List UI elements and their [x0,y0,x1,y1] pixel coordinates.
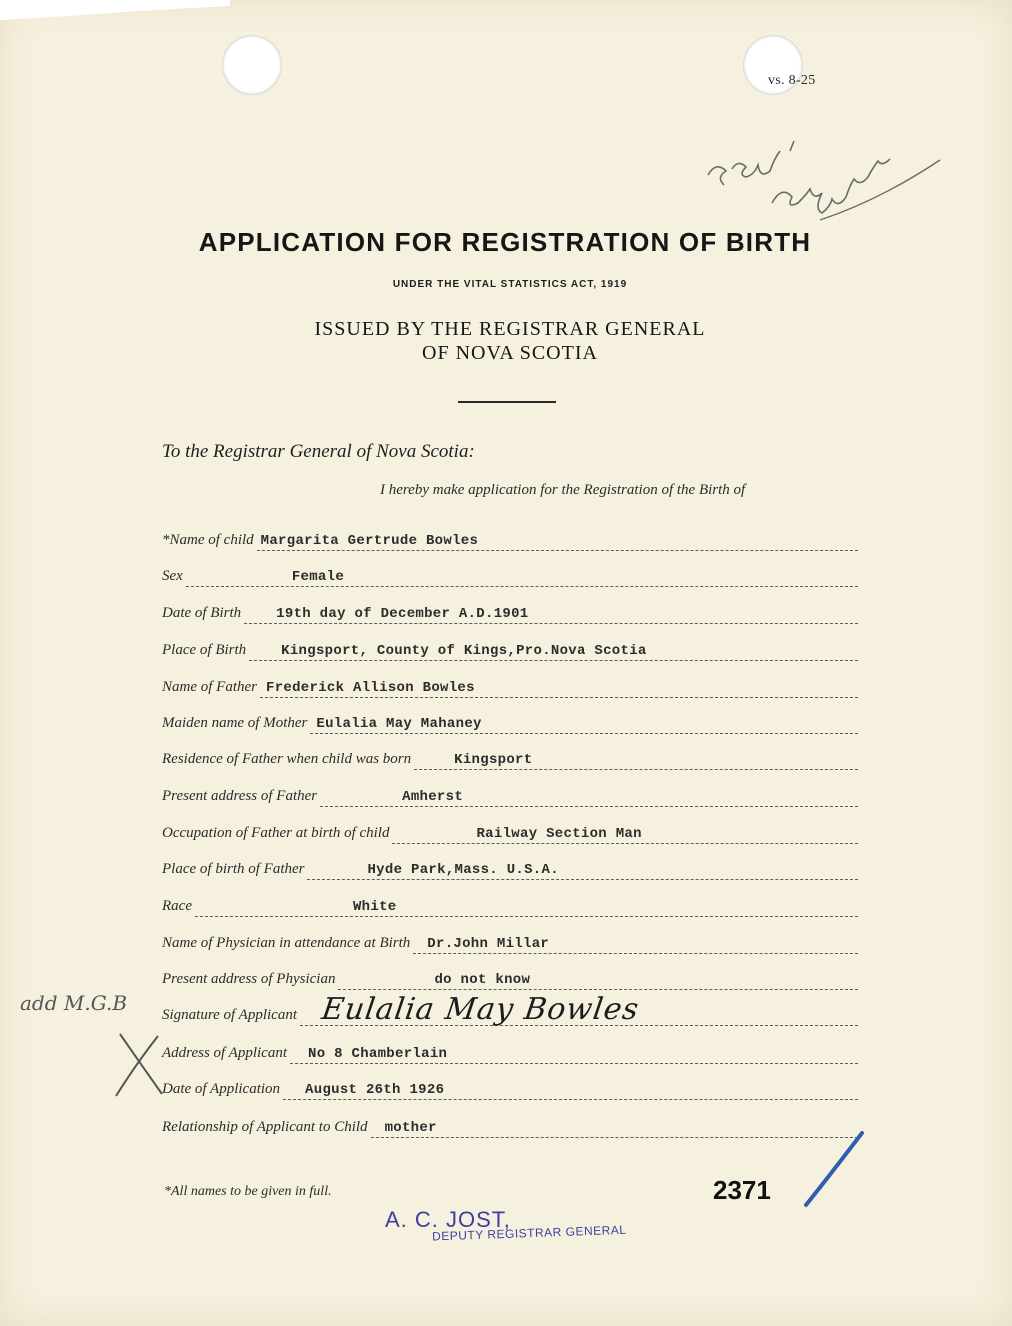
margin-note-text: add M.G.B [20,991,128,1015]
field-label: Date of Birth [162,605,242,621]
field-maiden-name-of-mother [162,710,858,734]
torn-corner [0,0,230,20]
field-label: Occupation of Father at birth of child [162,825,390,841]
field-value: August 26th 1926 [305,1082,445,1098]
field-signature-of-applicant [162,992,858,1027]
field-value: White [352,899,397,915]
field-line [195,894,858,917]
field-value: mother [384,1120,437,1136]
field-occupation-of-father [162,820,858,844]
field-line [257,528,858,551]
field-label: Name of Father [162,679,257,695]
field-label: Present address of Father [162,788,318,804]
field-line [307,857,858,880]
field-label: Race [162,898,192,914]
field-value: No 8 Chamberlain [308,1046,448,1062]
field-address-of-applicant [162,1040,858,1064]
field-label: Relationship of Applicant to Child [162,1119,368,1135]
handwritten-top-note [700,115,960,235]
field-line [283,1077,858,1100]
field-label: Address of Applicant [162,1045,287,1061]
field-name-of-child [162,527,858,551]
field-line [413,931,858,954]
field-label: Sex [162,568,183,584]
field-line [338,967,858,990]
field-line [244,601,858,624]
field-value: Dr.John Millar [427,936,550,952]
field-physician-name [162,930,858,954]
field-place-of-birth-of-father [162,856,858,880]
blue-pencil-check-mark [800,1125,870,1215]
field-label: Place of birth of Father [162,861,305,877]
field-value: Amherst [402,789,464,805]
field-date-of-application [162,1076,858,1100]
issuer-line-2: OF NOVA SCOTIA [422,342,598,364]
field-residence-of-father [162,746,858,770]
field-value: Frederick Allison Bowles [266,680,475,696]
field-sex [162,563,858,587]
field-value: Margarita Gertrude Bowles [260,533,479,549]
field-line [249,638,858,661]
stamp-title: DEPUTY REGISTRAR GENERAL [431,1222,627,1244]
issuer-line-1: ISSUED BY THE REGISTRAR GENERAL [314,318,706,340]
document-subtitle: UNDER THE VITAL STATISTICS ACT, 1919 [392,279,628,290]
field-label: *Name of child [162,532,254,548]
punch-hole-left [222,35,282,95]
document-title: APPLICATION FOR REGISTRATION OF BIRTH [198,227,812,257]
field-line [310,711,858,734]
field-line [414,747,858,770]
field-value: Kingsport [454,752,533,768]
field-place-of-birth [162,637,858,661]
field-value: Railway Section Man [476,826,642,842]
field-present-address-of-father [162,783,858,807]
field-value: Kingsport, County of Kings,Pro.Nova Scotia [281,643,647,659]
field-name-of-father [162,674,858,698]
pencil-x-mark [110,1030,170,1100]
field-label: Date of Application [162,1081,281,1097]
field-value: Hyde Park,Mass. U.S.A. [367,862,559,878]
intro-text: I hereby make application for the Registration of the Birth of [380,482,746,498]
stamp-name: A. C. JOST, [385,1207,511,1232]
field-value: Female [291,569,345,585]
field-line [260,675,858,698]
applicant-signature: Eulalia May Bowles [319,992,642,1027]
field-value: 19th day of December A.D.1901 [276,606,529,622]
field-race [162,893,858,917]
field-label: Residence of Father when child was born [162,751,412,767]
field-label: Maiden name of Mother [162,715,308,731]
field-label: Name of Physician in attendance at Birth [162,935,411,951]
field-label: Place of Birth [162,642,247,658]
field-value: Eulalia May Mahaney [316,716,482,732]
field-line [392,821,858,844]
field-date-of-birth [162,600,858,624]
field-label: Signature of Applicant [162,1007,297,1023]
field-line [290,1041,858,1064]
field-value: do not know [434,972,531,988]
salutation: To the Registrar General of Nova Scotia: [162,441,475,462]
document-number: 2371 [713,1175,771,1205]
divider-rule [458,401,556,403]
field-line [300,992,858,1027]
field-line [320,784,858,807]
issuer [250,317,770,365]
field-line [371,1115,858,1138]
form-code: vs. 8-25 [768,73,816,88]
field-physician-address [162,966,858,990]
field-line [186,564,858,587]
field-label: Present address of Physician [162,971,336,987]
field-relationship [162,1114,858,1138]
footnote: *All names to be given in full. [164,1184,332,1199]
